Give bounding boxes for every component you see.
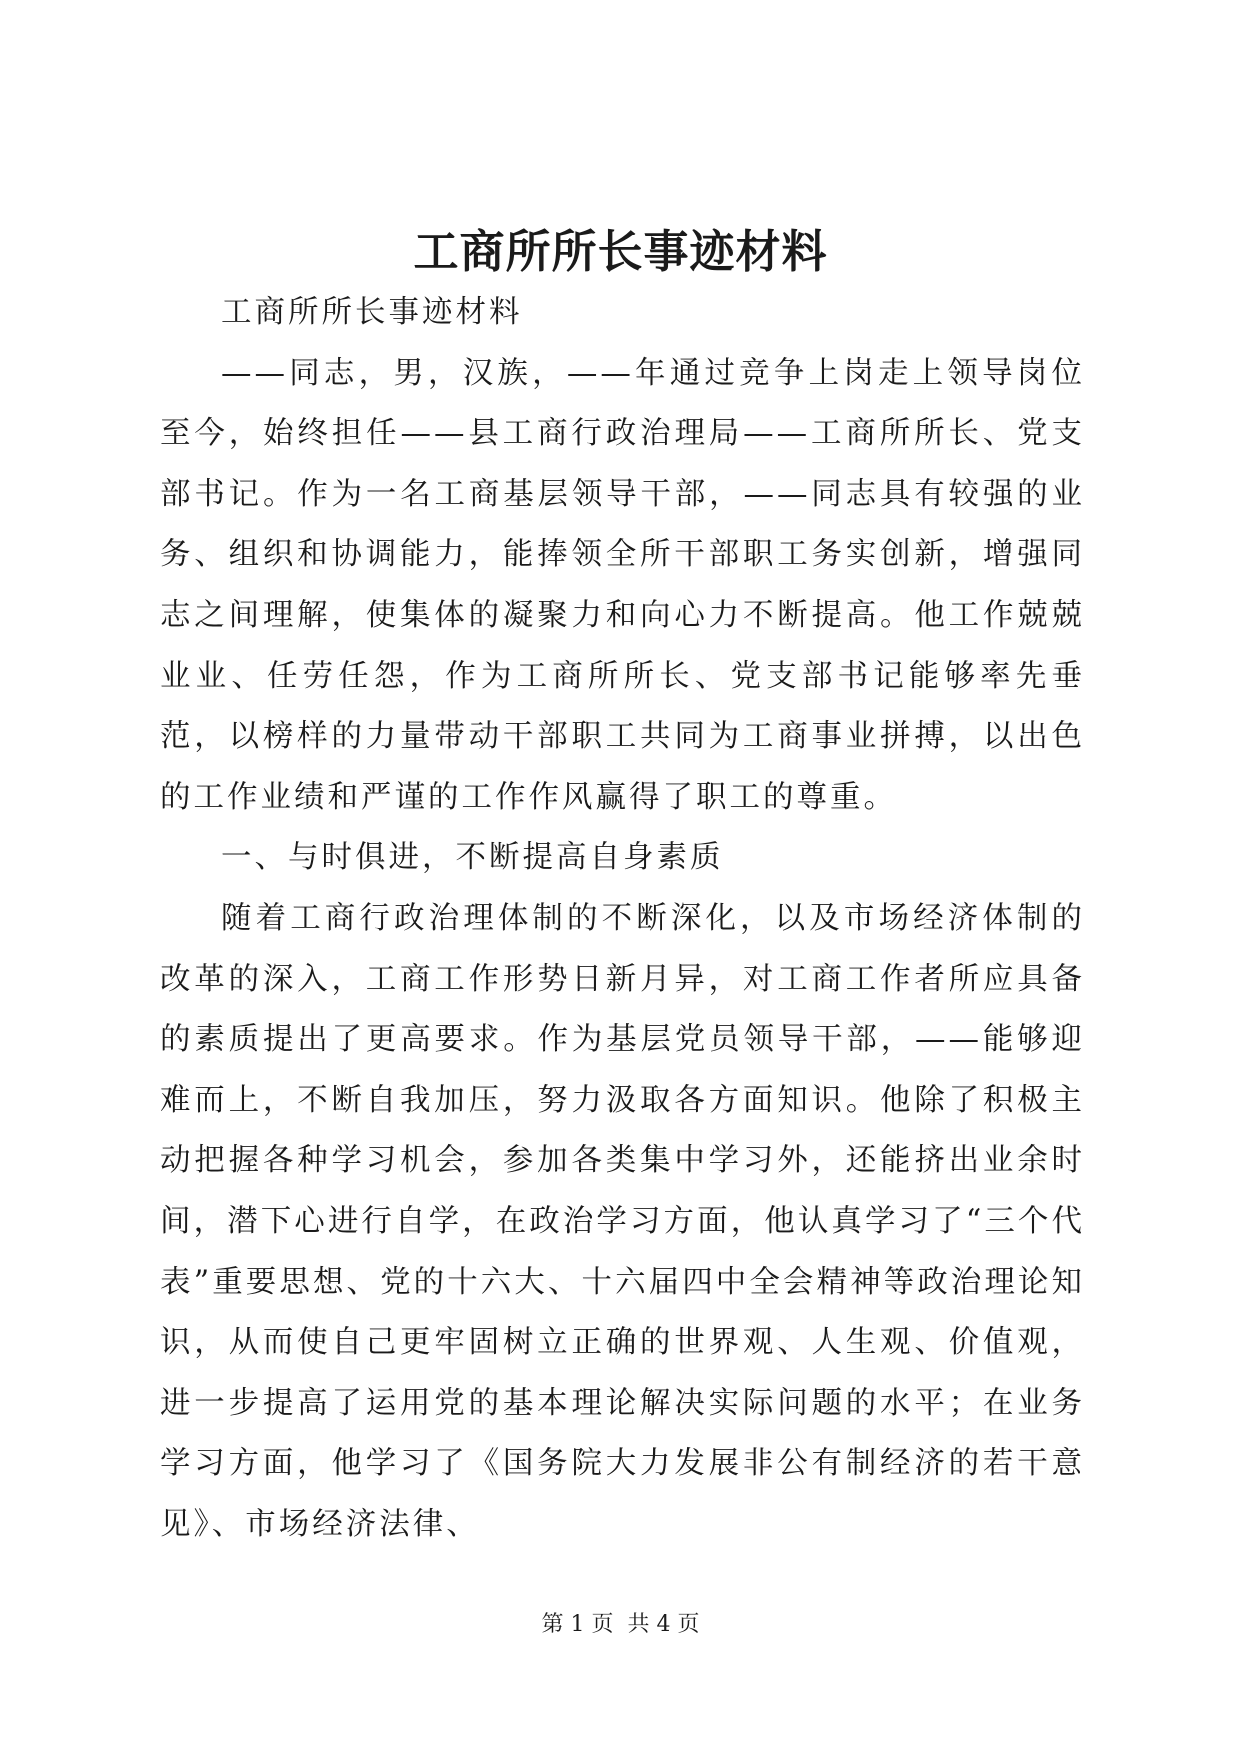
paragraph-section-1: 随着工商行政治理体制的不断深化，以及市场经济体制的改革的深入，工商工作形势日新月异，对工商工作者所应具备的素质提出了更高要求。作为基层党员领导干部，——能够迎难而上，不断自我加压，努力汲取各方面知识。他除了积极主动把握各种学习机会，参加各类集中学习外，还能挤出业余时间，潜下心进行自学，在政治学习方面，他认真学习了“三个代表”重要思想、党的十六大、十六届四中全会精神等政治理论知识，从而使自己更牢固树立正确的世界观、人生观、价值观，进一步提高了运用党的基本理论解决实际问题的水平；在业务学习方面，他学习了《国务院大力发展非公有制经济的若干意见》、市场经济法律、 (160, 900, 1085, 1542)
paragraph-intro: ——同志，男，汉族，——年通过竞争上岗走上领导岗位至今，始终担任——县工商行政治理局——工商所所长、党支部书记。作为一名工商基层领导干部，——同志具有较强的业务、组织和协调能力，能捧领全所干部职工务实创新，增强同志之间理解，使集体的凝聚力和向心力不断提高。他工作兢兢业业、任劳任怨，作为工商所所长、党支部书记能够率先垂范，以榜样的力量带动干部职工共同为工商事业拼搏，以出色的工作业绩和严谨的工作作风赢得了职工的尊重。 (160, 355, 1085, 815)
document-body (160, 283, 1085, 1555)
paragraph-subtitle: 工商所所长事迹材料 (221, 295, 523, 330)
document-title: 工商所所长事迹材料 (413, 225, 828, 278)
section-heading-1: 一、与时俱进，不断提高自身素质 (221, 840, 724, 876)
page-footer (0, 1610, 1241, 1640)
page-number: 第 1 页 共 4 页 (541, 1612, 700, 1637)
